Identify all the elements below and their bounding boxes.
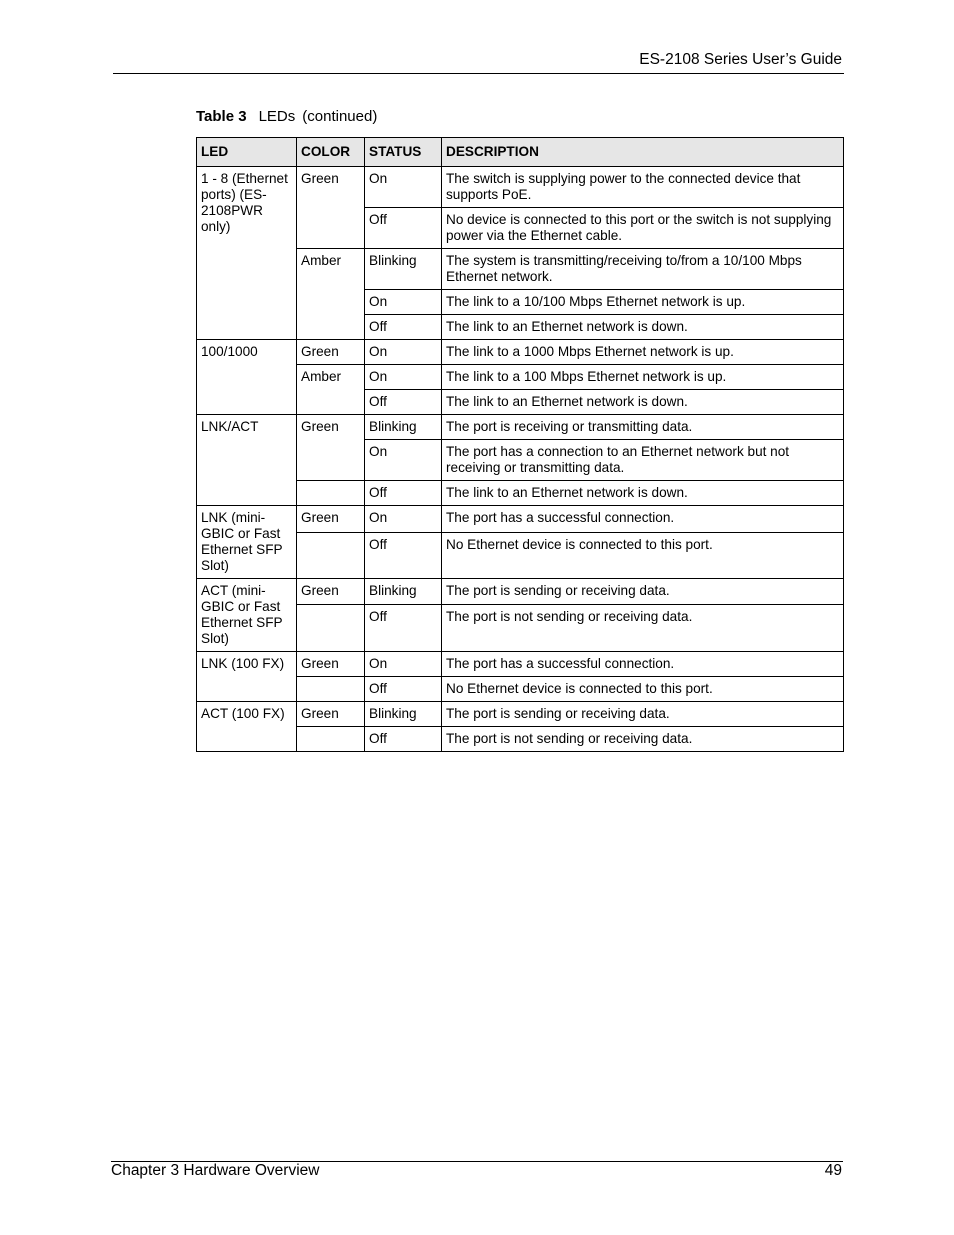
status-cell: Off <box>365 390 442 415</box>
status-cell: Off <box>365 605 442 652</box>
description-cell: The link to an Ethernet network is down. <box>442 390 844 415</box>
status-cell: Blinking <box>365 249 442 290</box>
status-cell: On <box>365 506 442 533</box>
description-cell: No device is connected to this port or the switch is not supplying power via the Ethernet cable. <box>442 208 844 249</box>
color-cell: Green <box>297 415 365 481</box>
table-row <box>197 340 844 365</box>
description-cell: The link to an Ethernet network is down. <box>442 481 844 506</box>
header-rule <box>113 73 844 74</box>
status-cell: Off <box>365 727 442 752</box>
description-cell: The link to a 10/100 Mbps Ethernet network is up. <box>442 290 844 315</box>
color-cell <box>297 677 365 702</box>
status-cell: On <box>365 290 442 315</box>
footer-chapter: Chapter 3 Hardware Overview <box>111 1162 320 1179</box>
description-cell: The port has a successful connection. <box>442 652 844 677</box>
status-cell: Off <box>365 481 442 506</box>
description-cell: The link to a 100 Mbps Ethernet network is up. <box>442 365 844 390</box>
running-header-title: ES-2108 Series User’s Guide <box>639 51 842 68</box>
status-cell: Off <box>365 315 442 340</box>
header-led: LED <box>197 138 297 167</box>
led-cell: LNK/ACT <box>197 415 297 506</box>
status-cell: On <box>365 167 442 208</box>
led-cell: ACT (mini-GBIC or Fast Ethernet SFP Slot) <box>197 579 297 652</box>
table-title: LEDs <box>258 108 296 125</box>
description-cell: No Ethernet device is connected to this port. <box>442 533 844 579</box>
description-cell: The port is receiving or transmitting data. <box>442 415 844 440</box>
color-cell: Green <box>297 506 365 533</box>
status-cell: Off <box>365 677 442 702</box>
status-cell: On <box>365 365 442 390</box>
led-cell: LNK (100 FX) <box>197 652 297 702</box>
table-continued: (continued) <box>302 108 378 125</box>
description-cell: The system is transmitting/receiving to/from a 10/100 Mbps Ethernet network. <box>442 249 844 290</box>
color-cell: Green <box>297 340 365 365</box>
color-cell <box>297 533 365 579</box>
status-cell: Off <box>365 208 442 249</box>
led-cell: 100/1000 <box>197 340 297 415</box>
led-cell: LNK (mini-GBIC or Fast Ethernet SFP Slot) <box>197 506 297 579</box>
status-cell: Blinking <box>365 415 442 440</box>
description-cell: The link to a 1000 Mbps Ethernet network is up. <box>442 340 844 365</box>
header-description: DESCRIPTION <box>442 138 844 167</box>
status-cell: Blinking <box>365 702 442 727</box>
color-cell: Green <box>297 579 365 605</box>
color-cell <box>297 481 365 506</box>
status-cell: Blinking <box>365 579 442 605</box>
color-cell: Amber <box>297 365 365 415</box>
color-cell <box>297 727 365 752</box>
description-cell: The port is sending or receiving data. <box>442 702 844 727</box>
table-number: Table 3 <box>196 108 247 125</box>
description-cell: No Ethernet device is connected to this port. <box>442 677 844 702</box>
color-cell: Amber <box>297 249 365 340</box>
footer-page-number: 49 <box>824 1162 842 1179</box>
header-color: COLOR <box>297 138 365 167</box>
color-cell: Green <box>297 702 365 727</box>
table-row <box>197 415 844 440</box>
leds-table <box>196 137 844 752</box>
description-cell: The port is sending or receiving data. <box>442 579 844 605</box>
description-cell: The port has a successful connection. <box>442 506 844 533</box>
description-cell: The switch is supplying power to the connected device that supports PoE. <box>442 167 844 208</box>
color-cell: Green <box>297 652 365 677</box>
table-caption <box>196 108 377 125</box>
table-header-row <box>197 138 844 167</box>
table-row <box>197 702 844 727</box>
status-cell: On <box>365 340 442 365</box>
led-cell: ACT (100 FX) <box>197 702 297 752</box>
status-cell: Off <box>365 533 442 579</box>
table-row <box>197 167 844 208</box>
description-cell: The port has a connection to an Ethernet network but not receiving or transmitting data. <box>442 440 844 481</box>
header-status: STATUS <box>365 138 442 167</box>
description-cell: The port is not sending or receiving data. <box>442 605 844 652</box>
color-cell: Green <box>297 167 365 249</box>
status-cell: On <box>365 652 442 677</box>
table-row <box>197 506 844 533</box>
status-cell: On <box>365 440 442 481</box>
table-row <box>197 652 844 677</box>
description-cell: The port is not sending or receiving data. <box>442 727 844 752</box>
color-cell <box>297 605 365 652</box>
description-cell: The link to an Ethernet network is down. <box>442 315 844 340</box>
led-cell: 1 - 8 (Ethernet ports) (ES-2108PWR only) <box>197 167 297 340</box>
table-row <box>197 579 844 605</box>
